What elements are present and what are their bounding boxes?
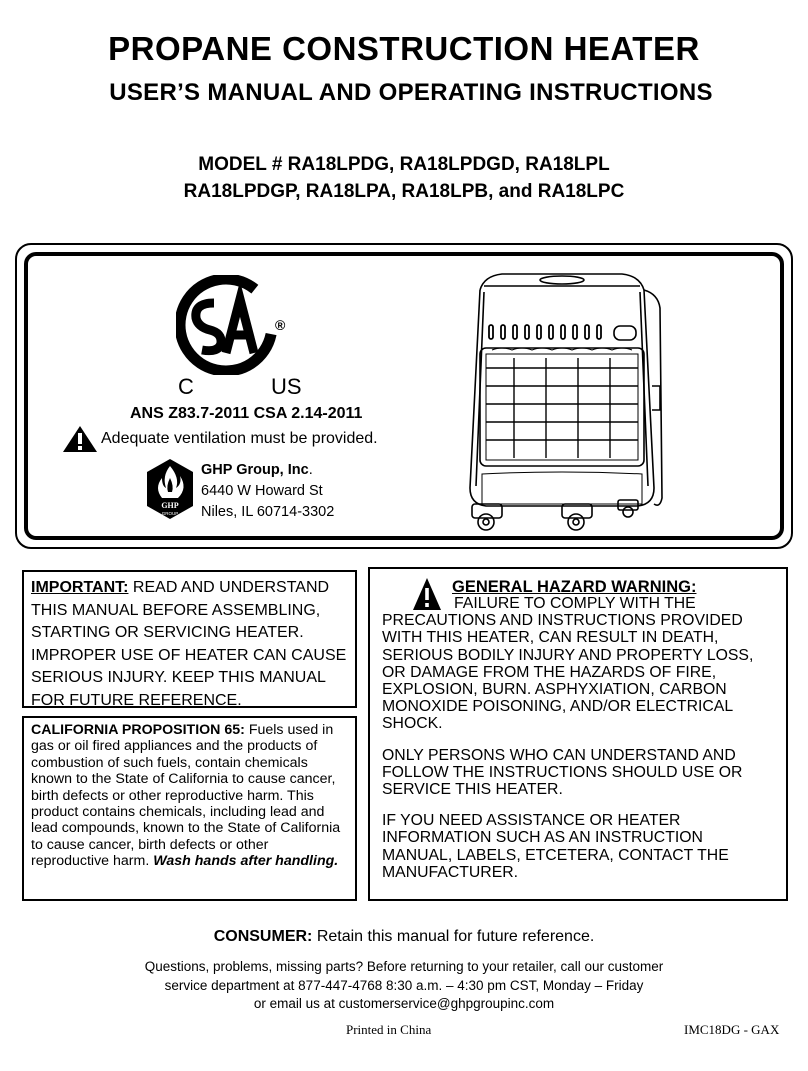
heater-illustration bbox=[462, 268, 672, 536]
california-emphasis: Wash hands after handling. bbox=[153, 853, 339, 870]
customer-service-info bbox=[0, 958, 808, 1014]
registered-mark: ® bbox=[275, 317, 286, 333]
company-address-1: 6440 W Howard St bbox=[201, 483, 323, 499]
company-info bbox=[201, 460, 334, 523]
california-text: Fuels used in gas or oil fired appliances and the products of combustion of such fuels, contain chemicals known to the State of California to cause cancer, birth defects or other reproductive harm. This product contains chemicals, including lead and lead compounds, known to the State of California to cause cancer, birth defects or other reproductive harm. bbox=[31, 722, 341, 870]
model-line-1: MODEL # RA18LPDG, RA18LPDGD, RA18LPL bbox=[198, 154, 610, 175]
warning-icon bbox=[62, 425, 98, 453]
ghp-logo bbox=[146, 458, 194, 520]
questions-line-3: or email us at customerservice@ghpgroupinc.com bbox=[253, 996, 555, 1011]
california-label: CALIFORNIA PROPOSITION 65: bbox=[31, 722, 245, 738]
document-title: PROPANE CONSTRUCTION HEATER bbox=[108, 30, 700, 67]
important-label: IMPORTANT: bbox=[31, 579, 129, 596]
important-text: READ AND UNDERSTAND THIS MANUAL BEFORE ASSEMBLING, STARTING OR SERVICING HEATER. IMPROPER USE OF HEATER CAN CAUSE SERIOUS INJURY. KEEP THIS MANUAL FOR FUTURE REFERENCE. bbox=[31, 579, 347, 709]
heater-icon bbox=[462, 268, 672, 536]
document-code: IMC18DG - GAX bbox=[684, 1022, 780, 1037]
ventilation-warning bbox=[62, 425, 378, 453]
warning-icon bbox=[412, 577, 442, 611]
cert-us-label: US bbox=[271, 374, 302, 399]
csa-logo-icon bbox=[176, 275, 301, 375]
questions-line-1: Questions, problems, missing parts? Before returning to your retailer, call our customer bbox=[144, 959, 664, 974]
important-notice bbox=[22, 570, 357, 708]
hazard-paragraph-1: FAILURE TO COMPLY WITH THE PRECAUTIONS AND INSTRUCTIONS PROVIDED WITH THIS HEATER, CAN RESULT IN DEATH, SERIOUS BODILY INJURY AND PROPERTY LOSS, OR DAMAGE FROM THE HAZARDS OF FIRE, EXPLOSION, BURN. ASPHYXIATION, CARBON MONOXIDE POISONING, AND/OR ELECTRICAL SHOCK. bbox=[382, 595, 754, 733]
california-prop65-notice bbox=[22, 716, 357, 901]
company-name-suffix: . bbox=[308, 462, 313, 478]
model-numbers bbox=[0, 151, 808, 205]
company-address-2: Niles, IL 60714-3302 bbox=[201, 504, 335, 520]
model-line-2: RA18LPDGP, RA18LPA, RA18LPB, and RA18LPC bbox=[183, 181, 625, 202]
questions-line-2: service department at 877-447-4768 8:30 a.m. – 4:30 pm CST, Monday – Friday bbox=[164, 977, 644, 993]
consumer-label: CONSUMER: bbox=[213, 928, 313, 945]
company-name: GHP Group, Inc bbox=[201, 462, 309, 478]
printed-in: Printed in China bbox=[346, 1022, 432, 1037]
document-subtitle: USER’S MANUAL AND OPERATING INSTRUCTIONS bbox=[109, 79, 713, 106]
hazard-heading: GENERAL HAZARD WARNING: bbox=[452, 578, 697, 596]
hazard-paragraph-3: IF YOU NEED ASSISTANCE OR HEATER INFORMATION SUCH AS AN INSTRUCTION MANUAL, LABELS, ETCETERA, CONTACT THE MANUFACTURER. bbox=[382, 812, 729, 881]
ghp-logo-text: GHP bbox=[161, 501, 179, 510]
ventilation-text: Adequate ventilation must be provided. bbox=[101, 430, 378, 447]
consumer-text: Retain this manual for future reference. bbox=[312, 928, 595, 945]
consumer-note bbox=[0, 928, 808, 946]
hazard-paragraph-2: ONLY PERSONS WHO CAN UNDERSTAND AND FOLLOW THE INSTRUCTIONS SHOULD USE OR SERVICE THIS HEATER. bbox=[382, 746, 743, 799]
general-hazard-warning bbox=[368, 567, 788, 901]
csa-logo bbox=[176, 275, 301, 375]
cert-c-label: C bbox=[178, 374, 194, 399]
ghp-flame-icon bbox=[146, 458, 194, 520]
ghp-logo-subtext: GROUP bbox=[161, 511, 179, 516]
cert-standard: ANS Z83.7-2011 CSA 2.14-2011 bbox=[130, 405, 363, 422]
